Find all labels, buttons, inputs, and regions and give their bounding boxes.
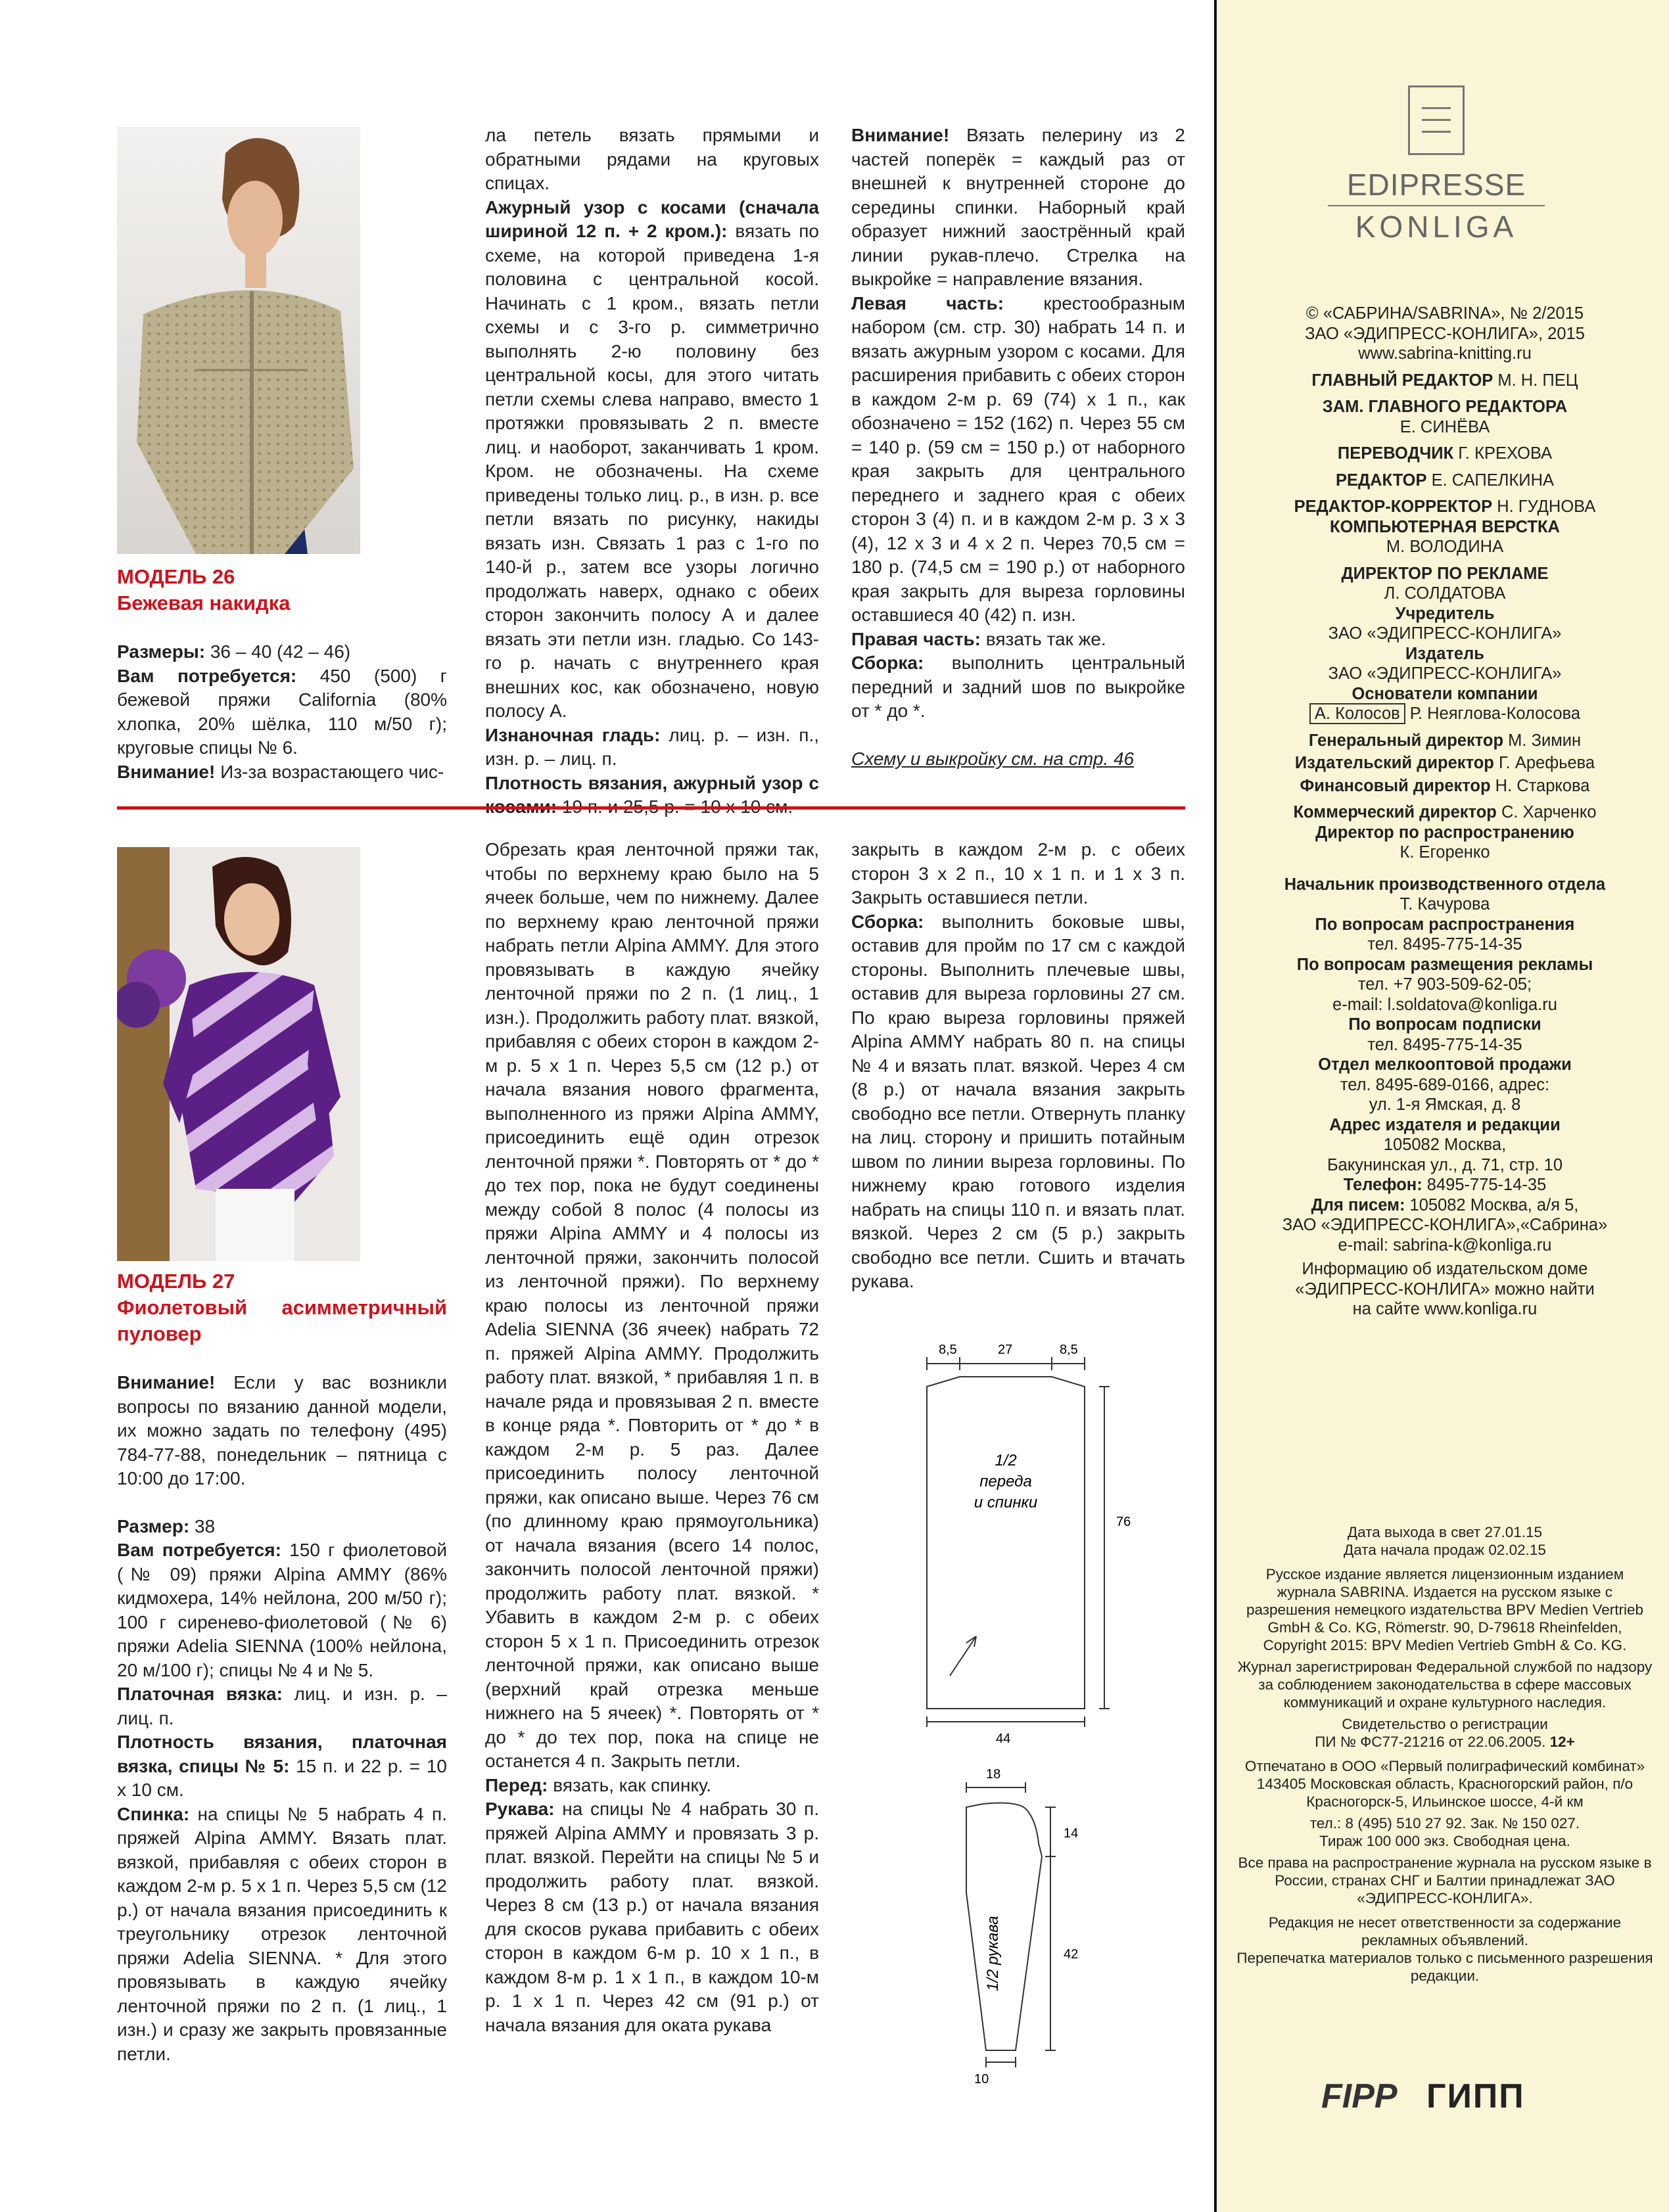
imprint-founders bbox=[1234, 704, 1655, 724]
imprint-block-2 bbox=[1234, 1523, 1655, 1985]
model27-col2 bbox=[485, 838, 819, 2037]
model27-density bbox=[117, 1730, 447, 1803]
imprint-copyright1: © «САБРИНА/SABRINA», № 2/2015 bbox=[1305, 304, 1584, 323]
imprint-license: Русское издание является лицензионным изданием журнала SABRINA. Издается на русском языке с разрешения немецкого издательства BPV Medien Vertrieb GmbH & Co. KG, Römerstr. 90, D-79618 Rheinfelden, Copyright 2015: BPV Medien Vertrieb GmbH & Co. KG. bbox=[1246, 1566, 1644, 1653]
body-pattern-outline bbox=[927, 1377, 1085, 1709]
model26-lace bbox=[485, 196, 819, 724]
model26-scheme-link-row bbox=[851, 747, 1185, 772]
imprint-dist-label: Директор по распространению bbox=[1315, 823, 1574, 842]
imprint-translator-name: Г. КРЕХОВА bbox=[1453, 444, 1553, 463]
diagram-sleeve-cap: 14 bbox=[1064, 1826, 1079, 1841]
imprint-info1: Информацию об издательском доме bbox=[1302, 1260, 1588, 1278]
model27-garter-value: лиц. и изн. р. – лиц. п. bbox=[117, 1684, 447, 1728]
imprint-letters1: 105082 Москва, а/я 5, bbox=[1405, 1195, 1579, 1214]
model26-right-label: Правая часть: bbox=[851, 628, 981, 649]
pattern-diagram bbox=[907, 1334, 1144, 2090]
model27-front-label: Перед: bbox=[485, 1774, 548, 1795]
imprint-copyright2: ЗАО «ЭДИПРЕСС-КОНЛИГА», 2015 bbox=[1305, 324, 1585, 343]
imprint-layout-label: КОМПЬЮТЕРНАЯ ВЕРСТКА bbox=[1330, 517, 1560, 536]
imprint-phone bbox=[1234, 1175, 1655, 1195]
model26-attention-value: Из-за возрастающего чис- bbox=[215, 761, 444, 782]
imprint-disclaimer: Редакция не несет ответственности за содержание рекламных объявлений. bbox=[1268, 1914, 1622, 1948]
model27-col2-text: Обрезать края ленточной пряжи так, чтобы по верхнему краю было на 5 ячеек больше, чем по нижнему. Далее по верхнему краю ленточной пряжи набрать петли Alpina AMMY. Для этого провязывать в каждую ячейку ленточной пряжи по 2 п. (1 лиц., 1 изн.). Продолжить работу плат. вязкой, прибавляя с обеих сторон в каждом 2-м р. 5 х 1 п. Через 5,5 см (12 р.) от начала вязания нового фрагмента, выполненного из пряжи Alpina AMMY, присоединить ещё один отрезок ленточной пряжи *. Повторять от * до * до тех пор, пока не будут соединены между собой 8 полос (4 полосы из пряжи Alpina AMMY и 4 полосы из ленточной пряжи, закончить полосой из ленточной пряжи). По верхнему краю полосы из ленточной пряжи Adelia SIENNA (36 ячеек) набрать 72 п. пряжей Alpina AMMY. Продолжить работу плат. вязкой, * прибавляя 1 п. в начале ряда и провязывая 2 п. вместе в конце ряда *. Повторить от * до * в каждом 2-м р. 5 раз. Далее присоединить полосу ленточной пряжи, как описано выше. Через 76 см (по длинному краю прямоугольника) от начала вязания (всего 14 полос, закончить полосой ленточной пряжи) продолжить работу плат. вязкой. * Убавить в каждом 2-м р. с обеих сторон 5 х 1 п. Присоединить отрезок ленточной пряжи, как описано выше (верхний край отрезка меньше нижнего на 5 ячеек) *. Повторять от * до * до тех пор, пока на спице не останется 4 п. Закрыть петли. bbox=[485, 839, 819, 1771]
imprint-print-phone: тел.: 8 (495) 510 27 92. Зак. № 150 027. bbox=[1309, 1815, 1580, 1832]
model27-size-label: Размер: bbox=[117, 1515, 190, 1536]
imprint-cert2-row bbox=[1234, 1733, 1655, 1751]
imprint-fd bbox=[1234, 776, 1655, 796]
imprint-adq1: тел. +7 903-509-62-05; bbox=[1357, 975, 1532, 994]
model26-col3 bbox=[851, 124, 1185, 771]
imprint-info2: «ЭДИПРЕСС-КОНЛИГА» можно найти bbox=[1295, 1279, 1595, 1299]
imprint-prod: Т. Качурова bbox=[1399, 895, 1490, 913]
logo-line1: EDIPRESSE bbox=[1328, 167, 1545, 206]
model26-left-label: Левая часть: bbox=[851, 292, 1004, 313]
model27-front bbox=[485, 1774, 819, 1798]
model26-left-text: крестообразным набором (см. стр. 30) набрать 14 п. и вязать ажурным узором с косами. Для расширения прибавить с обеих сторон в каждом 2-м р. 69 (74) х 1 п., как обозначено = 152 (162) п. Через 55 см = 140 р. (59 см = 150 р.) от наборного края закрыть для центрального переднего и заднего края с обеих сторон 3 (4) п. и в каждом 2-м р. 3 х 3 (4), 12 х 3 и 4 х 2 п. Через 70,5 см = 180 р. (74,5 см = 190 р.) от наборного края закрыть для выреза горловины оставшиеся 40 (42) п. изн. bbox=[851, 292, 1185, 625]
model27-front-value: вязать, как спинку. bbox=[548, 1774, 712, 1795]
model27-density-value: 15 п. и 22 р. = 10 х 10 см. bbox=[117, 1755, 447, 1800]
model27-subtitle: Фиолетовый асимметричный пуловер bbox=[117, 1296, 447, 1345]
imprint-release2: Дата начала продаж 02.02.15 bbox=[1344, 1542, 1546, 1558]
model27-assembly bbox=[851, 910, 1185, 1294]
model27-col1 bbox=[117, 1268, 447, 2066]
logo-mark-icon bbox=[1408, 85, 1465, 155]
photo-beige-poncho-image bbox=[117, 127, 360, 554]
imprint-editor-label: РЕДАКТОР bbox=[1335, 471, 1427, 490]
imprint-printed: Отпечатано в ООО «Первый полиграфический комбинат» 143405 Московская область, Красногорский район, п/о Красногорск-5, Ильинское шоссе, 4-й км bbox=[1244, 1758, 1645, 1810]
imprint-publisher: ЗАО «ЭДИПРЕСС-КОНЛИГА» bbox=[1328, 664, 1562, 683]
model26-assembly-label: Сборка: bbox=[851, 653, 924, 673]
diagram-width: 44 bbox=[996, 1732, 1011, 1746]
imprint-ads-label: ДИРЕКТОР ПО РЕКЛАМЕ bbox=[1341, 564, 1549, 583]
model26-col2 bbox=[485, 124, 819, 819]
model27-attention-text: Если у вас возникли вопросы по вязанию данной модели, их можно задать по телефону (495) 784-77-88, понедельник – пятница с 10:00 до 17:00. bbox=[117, 1372, 447, 1488]
imprint-wholesale-label: Отдел мелкооптовой продажи bbox=[1318, 1055, 1572, 1074]
model26-purl bbox=[485, 724, 819, 772]
model26-attention bbox=[117, 760, 447, 785]
imprint-info3: на сайте www.konliga.ru bbox=[1352, 1300, 1538, 1318]
imprint-cert2: ПИ № ФС77-21216 от 22.06.2005. bbox=[1315, 1734, 1546, 1750]
model27-attention bbox=[117, 1371, 447, 1491]
model26-sizes bbox=[117, 640, 447, 664]
imprint-gd bbox=[1234, 731, 1655, 751]
photo-purple-sweater-image bbox=[117, 847, 360, 1261]
model27-size bbox=[117, 1515, 447, 1539]
model26-intro: ла петель вязать прямыми и обратными рядами на круговых спицах. bbox=[485, 125, 819, 193]
model27-garter-label: Платочная вязка: bbox=[117, 1684, 283, 1704]
imprint-phone-value: 8495-775-14-35 bbox=[1422, 1176, 1547, 1194]
imprint-deputy-label: ЗАМ. ГЛАВНОГО РЕДАКТОРА bbox=[1322, 398, 1568, 416]
imprint-subq-label: По вопросам подписки bbox=[1348, 1015, 1541, 1034]
imprint-registered: Журнал зарегистрирован Федеральной службой по надзору за соблюдением законодательства в сфере массовых коммуникаций и охране культурного наследия. bbox=[1237, 1659, 1653, 1711]
imprint-subq: тел. 8495-775-14-35 bbox=[1367, 1035, 1522, 1054]
imprint-layout: М. ВОЛОДИНА bbox=[1386, 538, 1504, 556]
model26-scheme-link[interactable]: Схему и выкройку см. на стр. 46 bbox=[851, 748, 1135, 769]
imprint-ads: Л. СОЛДАТОВА bbox=[1384, 584, 1506, 603]
photo-purple-sweater bbox=[117, 847, 360, 1261]
imprint-cd bbox=[1234, 802, 1655, 823]
imprint-fd-label: Финансовый директор bbox=[1300, 776, 1491, 795]
imprint-wholesale2: ул. 1-я Ямская, д. 8 bbox=[1369, 1095, 1521, 1114]
model26-col3-attention bbox=[851, 124, 1185, 292]
model27-back-value: на спицы № 5 набрать 4 п. пряжей Alpina AMMY. Вязать плат. вязкой, прибавляя с обеих сторон в каждом 2-м р. 5 х 1 п. Через 5,5 см (12 р.) от начала вязания присоединить к треугольнику отрезок ленточной пряжи Adelia SIENNA. * Для этого провязывать в каждую ячейку ленточной пряжи по 2 п. (1 лиц., 1 изн.) и сразу же закрыть провязанные петли. bbox=[117, 1803, 447, 2064]
imprint-translator-label: ПЕРЕВОДЧИК bbox=[1337, 444, 1454, 463]
model27-materials-label: Вам потребуется: bbox=[117, 1540, 281, 1560]
model26-materials-value: 450 (500) г бежевой пряжи California (80% хлопка, 20% шёлка, 110 м/50 г); круговые спицы № 6. bbox=[117, 665, 447, 758]
imprint-translator bbox=[1234, 444, 1655, 464]
model26-left bbox=[851, 292, 1185, 628]
imprint-chief-label: ГЛАВНЫЙ РЕДАКТОР bbox=[1311, 371, 1493, 390]
imprint-adq2: e-mail: l.soldatova@konliga.ru bbox=[1332, 995, 1557, 1014]
model27-materials bbox=[117, 1538, 447, 1682]
model26-col3-attention-text: Вязать пелерину из 2 частей поперёк = каждый раз от внешней к внутренней стороне до середины спинки. Наборный край образует нижний заострённый край линии рукав-плечо. Стрелка на выкройке = направление вязания. bbox=[851, 125, 1185, 289]
sleeve-pattern-outline bbox=[966, 1803, 1042, 2050]
model27-density-label: Плотность вязания, платочная вязка, спицы № 5: bbox=[117, 1732, 447, 1776]
diagram-label-2: переда bbox=[979, 1473, 1032, 1490]
model27-sleeves-label: Рукава: bbox=[485, 1799, 555, 1819]
imprint-pd-name: Г. Арефьева bbox=[1493, 754, 1595, 772]
edipresse-logo bbox=[1328, 85, 1545, 244]
imprint-letters3: e-mail: sabrina-k@konliga.ru bbox=[1338, 1235, 1552, 1255]
model26-assembly-text: выполнить центральный передний и задний шов по выкройке от * до *. bbox=[851, 653, 1185, 721]
imprint-rights: Все права на распространение журнала на русском языке в России, странах СНГ и Балтии принадлежат ЗАО «ЭДИПРЕСС-КОНЛИГА». bbox=[1238, 1855, 1652, 1906]
imprint-letters-label: Для писем: bbox=[1311, 1195, 1405, 1214]
diagram-label-3: и спинки bbox=[974, 1494, 1038, 1511]
imprint-cd-label: Коммерческий директор bbox=[1293, 803, 1497, 821]
imprint-adq-label: По вопросам размещения рекламы bbox=[1296, 955, 1593, 974]
model27-size-value: 38 bbox=[189, 1515, 216, 1536]
imprint-block-1 bbox=[1234, 304, 1655, 1320]
imprint-website: www.sabrina-knitting.ru bbox=[1358, 344, 1532, 363]
imprint-editor-name: Е. САПЕЛКИНА bbox=[1426, 471, 1555, 490]
model26-purl-label: Изнаночная гладь: bbox=[485, 724, 661, 745]
imprint-chief-name: М. Н. ПЕЦ bbox=[1493, 371, 1578, 390]
imprint-address1: 105082 Москва, bbox=[1383, 1136, 1507, 1154]
imprint-wholesale1: тел. 8495-689-0166, адрес: bbox=[1340, 1075, 1550, 1094]
model27-sleeves-value: на спицы № 4 набрать 30 п. пряжей Alpina AMMY и провязать 3 р. плат. вязкой. Перейти на спицы № 5 и продолжить работу плат. вязкой. Через 8 см (13 р.) от начала вязания для скосов рукава прибавить с обеих сторон в каждом 6-м р. 10 х 1 п., в каждом 8-м р. 1 х 1 п., в каждом 10-м р. 1 х 1 п. Через 42 см (91 р.) от начала вязания для оката рукава bbox=[485, 1799, 819, 2035]
model26-col3-attention-label: Внимание! bbox=[851, 125, 950, 145]
diagram-sleeve-bottom: 10 bbox=[974, 2072, 989, 2086]
imprint-gd-label: Генеральный директор bbox=[1308, 731, 1504, 750]
imprint-cd-name: С. Харченко bbox=[1496, 803, 1597, 821]
model26-right bbox=[851, 628, 1185, 652]
gipp-logo: ГИПП bbox=[1426, 2077, 1525, 2115]
fipp-logo: FIPP bbox=[1321, 2077, 1398, 2115]
imprint-pd bbox=[1234, 753, 1655, 773]
imprint-proof-label: РЕДАКТОР-КОРРЕКТОР bbox=[1294, 497, 1493, 516]
model27-back bbox=[117, 1803, 447, 2067]
imprint-release1: Дата выхода в свет 27.01.15 bbox=[1347, 1524, 1543, 1540]
model26-attention-label: Внимание! bbox=[117, 761, 216, 782]
imprint-distq-label: По вопросам распространения bbox=[1315, 915, 1575, 934]
imprint-gd-name: М. Зимин bbox=[1503, 731, 1582, 750]
imprint-reprint: Перепечатка материалов только с письменного разрешения редакции. bbox=[1236, 1950, 1653, 1984]
imprint-print-run: Тираж 100 000 экз. Свободная цена. bbox=[1319, 1833, 1570, 1849]
imprint-address-label: Адрес издателя и редакции bbox=[1329, 1115, 1561, 1134]
imprint-founder-boxed: А. Колосов bbox=[1309, 703, 1405, 724]
model27-attention-label: Внимание! bbox=[117, 1372, 216, 1393]
logo-line2: KONLIGA bbox=[1355, 210, 1518, 244]
diagram-height: 76 bbox=[1116, 1515, 1131, 1529]
model26-lace-text: вязать по схеме, на которой приведена 1-я половина с центральной косой. Начинать с 1 кром., вязать петли схемы и с 3-го р. симметрично выполнять 2-ю половину без центральной косы, для этого читать петли схемы слева направо, вместо 1 протяжки провязывать 2 п. вместе лиц. и наоборот, заканчивать 1 кром. Кром. не обозначены. На схеме приведены только лиц. р., в изн. р. все петли вязать по рисунку, накиды вязать изн. Связать 1 раз с 1-го по 140-й р., затем все узоры логично продолжать наверх, однако с обеих сторон закончить полосу А и далее вязать эти петли изн. гладью. Со 143-го р. начать с внутреннего края внешних кос, как обозначено, новую полосу А. bbox=[485, 221, 819, 721]
model26-materials-label: Вам потребуется: bbox=[117, 665, 297, 686]
model27-col3 bbox=[851, 838, 1185, 1294]
model26-purl-text: лиц. р. – изн. п., изн. р. – лиц. п. bbox=[485, 724, 819, 769]
imprint-phone-label: Телефон: bbox=[1343, 1176, 1422, 1194]
diagram-top-mid: 27 bbox=[998, 1343, 1013, 1357]
diagram-sleeve-top: 18 bbox=[986, 1767, 1001, 1782]
imprint-dist: К. Егоренко bbox=[1399, 843, 1490, 862]
model26-sizes-value: 36 – 40 (42 – 46) bbox=[205, 641, 351, 662]
model27-materials-value: 150 г фиолетовой (№ 09) пряжи Alpina AMMY (86% кидмохера, 14% нейлона, 200 м/50 г); 100 г сиренево-фиолетовой (№ 6) пряжи Adelia SIENNA (100% нейлона, 20 м/100 г); спицы № 4 и № 5. bbox=[117, 1540, 447, 1680]
imprint-fd-name: Н. Старкова bbox=[1490, 776, 1590, 795]
imprint-chief bbox=[1234, 371, 1655, 391]
imprint-editor bbox=[1234, 471, 1655, 491]
model26-materials bbox=[117, 664, 447, 760]
imprint-address2: Бакунинская ул., д. 71, стр. 10 bbox=[1327, 1155, 1563, 1174]
section-divider bbox=[117, 806, 1185, 810]
imprint-cert1: Свидетельство о регистрации bbox=[1342, 1716, 1548, 1732]
model26-sizes-label: Размеры: bbox=[117, 641, 206, 662]
model26-density bbox=[485, 772, 819, 819]
imprint-letters bbox=[1234, 1195, 1655, 1216]
model26-subtitle: Бежевая накидка bbox=[117, 591, 291, 614]
model27-back-label: Спинка: bbox=[117, 1803, 190, 1824]
model27-sleeves bbox=[485, 1797, 819, 2037]
model27-assembly-label: Сборка: bbox=[851, 911, 924, 932]
photo-beige-poncho bbox=[117, 127, 360, 554]
knitting-direction-arrow-icon bbox=[950, 1636, 976, 1676]
model27-title: МОДЕЛЬ 27 bbox=[117, 1270, 235, 1293]
diagram-top-left: 8,5 bbox=[939, 1343, 957, 1357]
model27-assembly-value: выполнить боковые швы, оставив для пройм по 17 см с каждой стороны. Выполнить плечевые швы, оставив для выреза горловины 27 см. По краю выреза горловины пряжей Alpina AMMY набрать 80 п. на спицы № 4 и вязать плат. вязкой. Через 4 см (8 р.) от начала вязания закрыть свободно все петли. Отвернуть планку на лиц. сторону и пришить потайным швом по линии выреза горловины. По нижнему краю готового изделия набрать на спицы 110 п. и вязать плат. вязкой. Через 2 см (5 р.) закрыть свободно все петли. Сшить и втачать рукава. bbox=[851, 911, 1185, 1291]
model27-garter bbox=[117, 1682, 447, 1730]
model27-col3-text: закрыть в каждом 2-м р. с обеих сторон 3 х 2 п., 10 х 1 п. и 1 х 3 п. Закрыть оставшиеся петли. bbox=[851, 839, 1185, 908]
imprint-distq: тел. 8495-775-14-35 bbox=[1367, 935, 1522, 954]
imprint-proof-name: Н. ГУДНОВА bbox=[1492, 497, 1596, 516]
imprint-founder: ЗАО «ЭДИПРЕСС-КОНЛИГА» bbox=[1328, 624, 1562, 643]
imprint-publisher-label: Издатель bbox=[1405, 644, 1484, 663]
model26-right-text: вязать так же. bbox=[980, 628, 1106, 649]
imprint-letters2: ЗАО «ЭДИПРЕСС-КОНЛИГА»,«Сабрина» bbox=[1282, 1216, 1608, 1234]
model26-assembly bbox=[851, 651, 1185, 724]
imprint-founder-label: Учредитель bbox=[1395, 604, 1495, 623]
imprint-prod-label: Начальник производственного отдела bbox=[1284, 875, 1606, 894]
diagram-top-right: 8,5 bbox=[1060, 1343, 1078, 1357]
imprint-founder2: Р. Неяглова-Колосова bbox=[1405, 704, 1581, 723]
model26-lace-label: Ажурный узор с косами (сначала шириной 12 п. + 2 кром.): bbox=[485, 196, 819, 241]
diagram-label-1: 1/2 bbox=[995, 1452, 1017, 1469]
model26-title: МОДЕЛЬ 26 bbox=[117, 565, 235, 588]
imprint-founders-label: Основатели компании bbox=[1352, 684, 1538, 703]
model26-col1 bbox=[117, 564, 447, 784]
imprint-age-rating: 12+ bbox=[1545, 1734, 1575, 1750]
diagram-sleeve-label: 1/2 рукава bbox=[984, 1916, 1002, 1991]
imprint-pd-label: Издательский директор bbox=[1294, 754, 1494, 772]
model26-density-label: Плотность вязания, ажурный узор с bbox=[485, 772, 819, 793]
sidebar-border bbox=[1214, 0, 1217, 2212]
imprint-proof bbox=[1234, 497, 1655, 517]
diagram-sleeve-length: 42 bbox=[1064, 1947, 1079, 1962]
imprint-deputy: Е. СИНЁВА bbox=[1399, 417, 1490, 436]
